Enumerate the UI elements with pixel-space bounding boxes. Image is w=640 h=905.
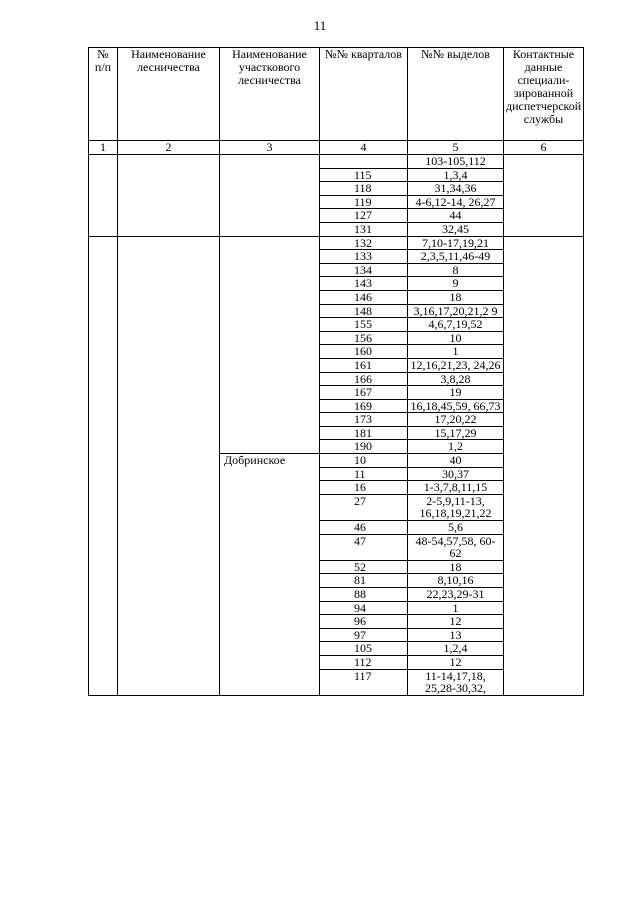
cell-kvartal: 132 xyxy=(320,236,408,250)
column-number: 1 xyxy=(89,141,118,155)
cell-vydely: 4,6,7,19,52 xyxy=(408,318,504,332)
cell-vydely: 103-105,112 xyxy=(408,155,504,169)
cell-vydely: 10 xyxy=(408,331,504,345)
cell-kvartal: 81 xyxy=(320,574,408,588)
cell-vydely: 19 xyxy=(408,386,504,400)
cell-contacts xyxy=(504,236,584,695)
cell-kvartal: 134 xyxy=(320,263,408,277)
cell-vydely: 3,8,28 xyxy=(408,372,504,386)
cell-kvartal: 131 xyxy=(320,222,408,236)
cell-kvartal: 115 xyxy=(320,168,408,182)
header-col-1: № п/п xyxy=(89,48,118,141)
cell-uchastok: Добринское xyxy=(220,454,320,696)
page-number: 11 xyxy=(313,18,327,33)
cell-contacts xyxy=(504,155,584,237)
cell-kvartal: 112 xyxy=(320,655,408,669)
cell-vydely: 7,10-17,19,21 xyxy=(408,236,504,250)
cell-vydely: 18 xyxy=(408,560,504,574)
cell-vydely: 11-14,17,18, 25,28-30,32, xyxy=(408,669,504,695)
header-col-3: Наименование участкового лесничества xyxy=(220,48,320,141)
cell-number xyxy=(89,236,118,695)
cell-vydely: 13 xyxy=(408,628,504,642)
cell-vydely: 40 xyxy=(408,454,504,468)
cell-vydely: 1,2,4 xyxy=(408,642,504,656)
cell-vydely: 32,45 xyxy=(408,222,504,236)
header-col-6: Контактные данные специали-зированной диспетчерской службы xyxy=(504,48,584,141)
cell-vydely: 15,17,29 xyxy=(408,426,504,440)
cell-kvartal: 166 xyxy=(320,372,408,386)
cell-vydely: 1-3,7,8,11,15 xyxy=(408,481,504,495)
cell-vydely: 12 xyxy=(408,615,504,629)
cell-kvartal: 173 xyxy=(320,413,408,427)
column-number: 2 xyxy=(118,141,220,155)
cell-uchastok xyxy=(220,155,320,237)
cell-kvartal: 169 xyxy=(320,399,408,413)
cell-kvartal: 10 xyxy=(320,454,408,468)
column-number: 3 xyxy=(220,141,320,155)
cell-kvartal: 143 xyxy=(320,277,408,291)
cell-kvartal: 190 xyxy=(320,440,408,454)
cell-kvartal: 160 xyxy=(320,345,408,359)
cell-kvartal: 167 xyxy=(320,386,408,400)
table-row xyxy=(89,236,584,250)
cell-kvartal: 161 xyxy=(320,358,408,372)
column-number-row xyxy=(89,141,584,155)
cell-vydely: 5,6 xyxy=(408,521,504,535)
cell-vydely: 1,3,4 xyxy=(408,168,504,182)
cell-vydely: 8 xyxy=(408,263,504,277)
cell-vydely: 1,2 xyxy=(408,440,504,454)
cell-vydely: 2,3,5,11,46-49 xyxy=(408,250,504,264)
cell-forestry xyxy=(118,236,220,695)
cell-vydely: 3,16,17,20,21,2 9 xyxy=(408,304,504,318)
cell-kvartal: 27 xyxy=(320,494,408,520)
cell-vydely: 31,34,36 xyxy=(408,182,504,196)
cell-vydely: 1 xyxy=(408,601,504,615)
cell-kvartal: 133 xyxy=(320,250,408,264)
cell-kvartal: 181 xyxy=(320,426,408,440)
cell-vydely: 4-6,12-14, 26,27 xyxy=(408,195,504,209)
cell-kvartal: 127 xyxy=(320,209,408,223)
cell-vydely: 17,20,22 xyxy=(408,413,504,427)
cell-kvartal: 97 xyxy=(320,628,408,642)
cell-kvartal: 148 xyxy=(320,304,408,318)
cell-kvartal: 117 xyxy=(320,669,408,695)
header-row xyxy=(89,48,584,141)
header-col-4: №№ кварталов xyxy=(320,48,408,141)
cell-kvartal xyxy=(320,155,408,169)
column-number: 6 xyxy=(504,141,584,155)
cell-kvartal: 88 xyxy=(320,588,408,602)
cell-kvartal: 118 xyxy=(320,182,408,196)
table-body xyxy=(89,155,584,696)
cell-kvartal: 16 xyxy=(320,481,408,495)
cell-vydely: 18 xyxy=(408,290,504,304)
cell-kvartal: 52 xyxy=(320,560,408,574)
cell-kvartal: 11 xyxy=(320,467,408,481)
cell-vydely: 22,23,29-31 xyxy=(408,588,504,602)
cell-kvartal: 96 xyxy=(320,615,408,629)
cell-vydely: 1 xyxy=(408,345,504,359)
column-number: 4 xyxy=(320,141,408,155)
cell-vydely: 2-5,9,11-13, 16,18,19,21,22 xyxy=(408,494,504,520)
forestry-table xyxy=(88,47,584,696)
cell-vydely: 16,18,45,59, 66,73 xyxy=(408,399,504,413)
cell-uchastok xyxy=(220,236,320,454)
cell-kvartal: 146 xyxy=(320,290,408,304)
cell-kvartal: 156 xyxy=(320,331,408,345)
cell-vydely: 12 xyxy=(408,655,504,669)
cell-forestry xyxy=(118,155,220,237)
header-col-5: №№ выделов xyxy=(408,48,504,141)
cell-kvartal: 155 xyxy=(320,318,408,332)
cell-kvartal: 119 xyxy=(320,195,408,209)
cell-kvartal: 46 xyxy=(320,521,408,535)
cell-kvartal: 94 xyxy=(320,601,408,615)
cell-vydely: 44 xyxy=(408,209,504,223)
cell-kvartal: 47 xyxy=(320,534,408,560)
table-row xyxy=(89,155,584,169)
header-col-2: Наименование лесничества xyxy=(118,48,220,141)
cell-vydely: 48-54,57,58, 60-62 xyxy=(408,534,504,560)
cell-vydely: 12,16,21,23, 24,26 xyxy=(408,358,504,372)
column-number: 5 xyxy=(408,141,504,155)
cell-vydely: 9 xyxy=(408,277,504,291)
cell-vydely: 8,10,16 xyxy=(408,574,504,588)
cell-kvartal: 105 xyxy=(320,642,408,656)
cell-vydely: 30,37 xyxy=(408,467,504,481)
cell-number xyxy=(89,155,118,237)
